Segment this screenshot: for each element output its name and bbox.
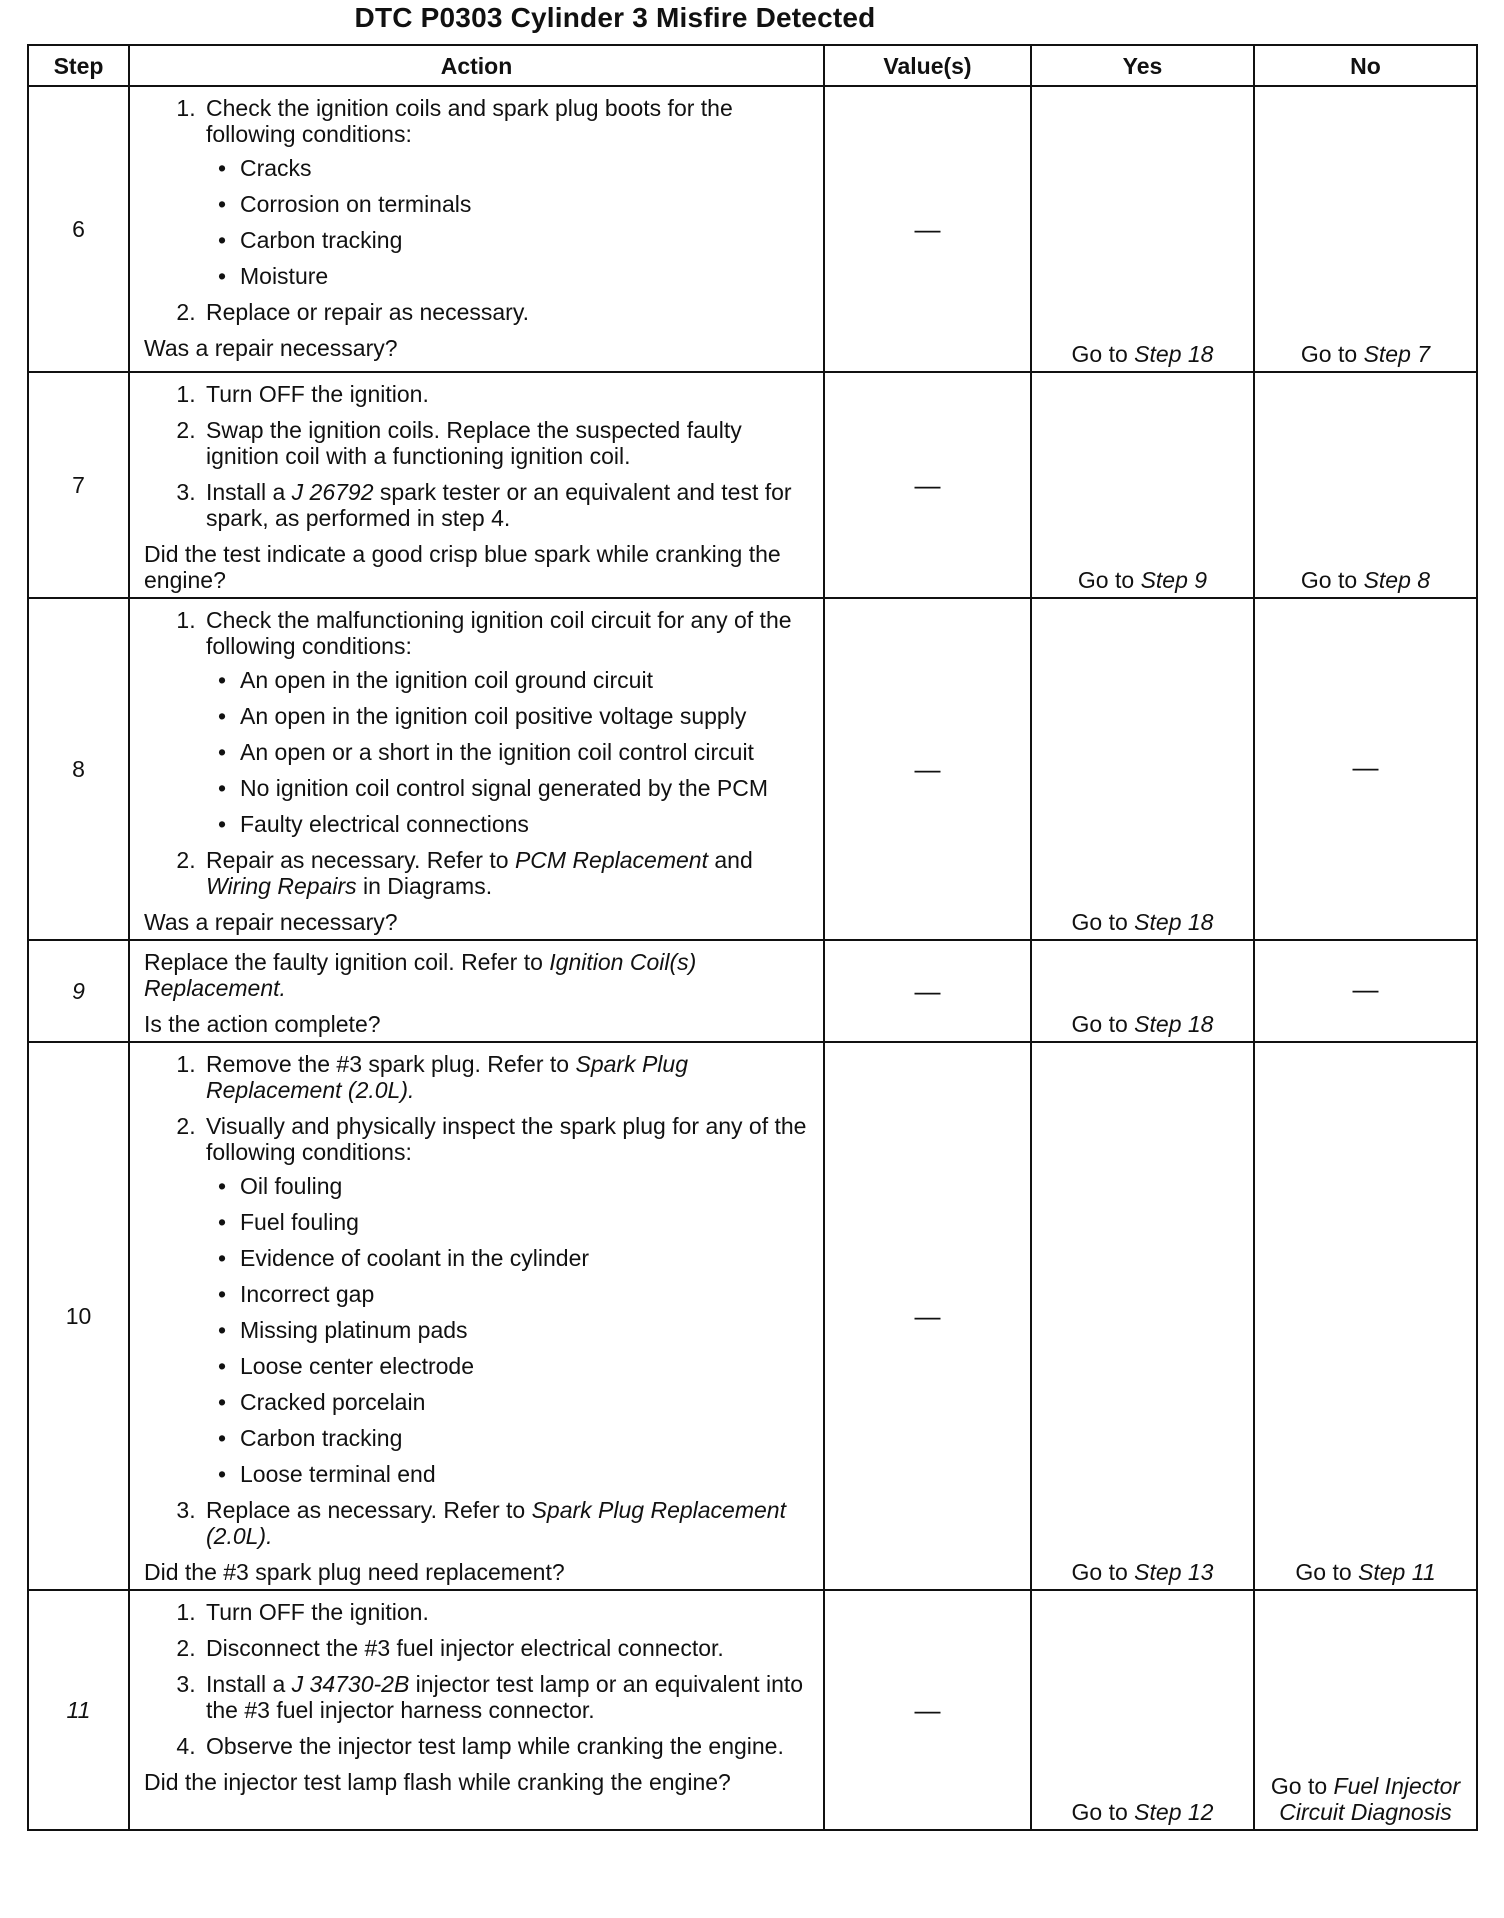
header-row bbox=[28, 45, 1477, 86]
action-item: 1. Check the malfunctioning ignition coil circuit for any of the following conditions: • An open in the ignition coil ground circuit • An open in the ignition coil positive voltage supply • An open or a short in the ignition coil control circuit • No ignition coil control signal generated by the PCM • Faulty electrical connections bbox=[202, 607, 811, 837]
value-cell: — bbox=[824, 1042, 1031, 1590]
action-cell bbox=[129, 86, 824, 372]
table-row-step-11 bbox=[28, 1590, 1477, 1830]
table-row-step-9 bbox=[28, 940, 1477, 1042]
condition-bullet: • Corrosion on terminals bbox=[234, 191, 811, 217]
yes-cell: Go to Step 9 bbox=[1031, 372, 1254, 598]
condition-bullet: • Cracks bbox=[234, 155, 811, 181]
condition-bullet: • An open in the ignition coil ground circuit bbox=[234, 667, 811, 693]
condition-bullet: • No ignition coil control signal generated by the PCM bbox=[234, 775, 811, 801]
step-question: Was a repair necessary? bbox=[144, 335, 398, 361]
condition-bullet: • Fuel fouling bbox=[234, 1209, 811, 1235]
no-cell: — bbox=[1254, 598, 1477, 940]
table-row-step-6 bbox=[28, 86, 1477, 372]
step-question: Did the injector test lamp flash while cranking the engine? bbox=[144, 1769, 731, 1795]
action-cell bbox=[129, 1590, 824, 1830]
condition-bullet: • Faulty electrical connections bbox=[234, 811, 811, 837]
action-text: Replace the faulty ignition coil. Refer to Ignition Coil(s) Replacement. bbox=[144, 949, 697, 1001]
no-cell: — bbox=[1254, 940, 1477, 1042]
condition-bullet: • Loose terminal end bbox=[234, 1461, 811, 1487]
condition-bullet: • Missing platinum pads bbox=[234, 1317, 811, 1343]
action-item: 2. Swap the ignition coils. Replace the suspected faulty ignition coil with a functioning ignition coil. bbox=[202, 417, 811, 469]
condition-bullet: • An open or a short in the ignition coil control circuit bbox=[234, 739, 811, 765]
step-question: Was a repair necessary? bbox=[144, 909, 398, 935]
action-item: 1. Turn OFF the ignition. bbox=[202, 381, 811, 407]
step-number: 10 bbox=[28, 1042, 129, 1590]
table-row-step-10 bbox=[28, 1042, 1477, 1590]
no-cell: Go to Fuel Injector Circuit Diagnosis bbox=[1254, 1590, 1477, 1830]
value-cell: — bbox=[824, 372, 1031, 598]
condition-bullet: • Moisture bbox=[234, 263, 811, 289]
action-cell bbox=[129, 598, 824, 940]
table-row-step-8 bbox=[28, 598, 1477, 940]
step-question: Is the action complete? bbox=[144, 1011, 381, 1037]
action-item: 2. Disconnect the #3 fuel injector electrical connector. bbox=[202, 1635, 811, 1661]
action-item: 2. Replace or repair as necessary. bbox=[202, 299, 811, 325]
header-values: Value(s) bbox=[824, 45, 1031, 86]
yes-cell: Go to Step 18 bbox=[1031, 86, 1254, 372]
step-number: 6 bbox=[28, 86, 129, 372]
value-cell: — bbox=[824, 940, 1031, 1042]
action-item: 1. Remove the #3 spark plug. Refer to Spark Plug Replacement (2.0L). bbox=[202, 1051, 811, 1103]
header-no: No bbox=[1254, 45, 1477, 86]
header-yes: Yes bbox=[1031, 45, 1254, 86]
step-number: 8 bbox=[28, 598, 129, 940]
condition-bullet: • Incorrect gap bbox=[234, 1281, 811, 1307]
step-question: Did the #3 spark plug need replacement? bbox=[144, 1559, 565, 1585]
no-cell: Go to Step 8 bbox=[1254, 372, 1477, 598]
yes-cell: Go to Step 18 bbox=[1031, 940, 1254, 1042]
condition-bullet: • Cracked porcelain bbox=[234, 1389, 811, 1415]
page-title: DTC P0303 Cylinder 3 Misfire Detected bbox=[354, 2, 876, 33]
value-cell: — bbox=[824, 86, 1031, 372]
no-cell: Go to Step 7 bbox=[1254, 86, 1477, 372]
header-step: Step bbox=[28, 45, 129, 86]
step-number: 11 bbox=[28, 1590, 129, 1830]
action-item: 3. Install a J 26792 spark tester or an equivalent and test for spark, as performed in step 4. bbox=[202, 479, 811, 531]
action-cell bbox=[129, 372, 824, 598]
condition-bullet: • Carbon tracking bbox=[234, 1425, 811, 1451]
step-question: Did the test indicate a good crisp blue spark while cranking the engine? bbox=[144, 541, 781, 593]
condition-bullet: • Carbon tracking bbox=[234, 227, 811, 253]
action-item: 3. Replace as necessary. Refer to Spark Plug Replacement (2.0L). bbox=[202, 1497, 811, 1549]
value-cell: — bbox=[824, 1590, 1031, 1830]
condition-bullet: • Loose center electrode bbox=[234, 1353, 811, 1379]
yes-cell: Go to Step 18 bbox=[1031, 598, 1254, 940]
action-item: 1. Check the ignition coils and spark plug boots for the following conditions: • Cracks • Corrosion on terminals • Carbon tracking • Moisture bbox=[202, 95, 811, 289]
table-row-step-7 bbox=[28, 372, 1477, 598]
action-item: 1. Turn OFF the ignition. bbox=[202, 1599, 811, 1625]
action-item: 4. Observe the injector test lamp while cranking the engine. bbox=[202, 1733, 811, 1759]
value-cell: — bbox=[824, 598, 1031, 940]
diagnostic-table bbox=[27, 44, 1478, 1831]
action-item: 2. Visually and physically inspect the spark plug for any of the following conditions: • Oil fouling • Fuel fouling • Evidence of coolant in the cylinder • Incorrect gap • Missing platinum pads • Loose center electrode • Cracked porcelain • Carbon tracking • Loose terminal end bbox=[202, 1113, 811, 1487]
yes-cell: Go to Step 12 bbox=[1031, 1590, 1254, 1830]
action-cell bbox=[129, 940, 824, 1042]
header-action: Action bbox=[129, 45, 824, 86]
action-item: 2. Repair as necessary. Refer to PCM Replacement and Wiring Repairs in Diagrams. bbox=[202, 847, 811, 899]
yes-cell: Go to Step 13 bbox=[1031, 1042, 1254, 1590]
action-cell bbox=[129, 1042, 824, 1590]
no-cell: Go to Step 11 bbox=[1254, 1042, 1477, 1590]
condition-bullet: • Evidence of coolant in the cylinder bbox=[234, 1245, 811, 1271]
condition-bullet: • An open in the ignition coil positive voltage supply bbox=[234, 703, 811, 729]
step-number: 9 bbox=[28, 940, 129, 1042]
step-number: 7 bbox=[28, 372, 129, 598]
condition-bullet: • Oil fouling bbox=[234, 1173, 811, 1199]
action-item: 3. Install a J 34730-2B injector test lamp or an equivalent into the #3 fuel injector harness connector. bbox=[202, 1671, 811, 1723]
